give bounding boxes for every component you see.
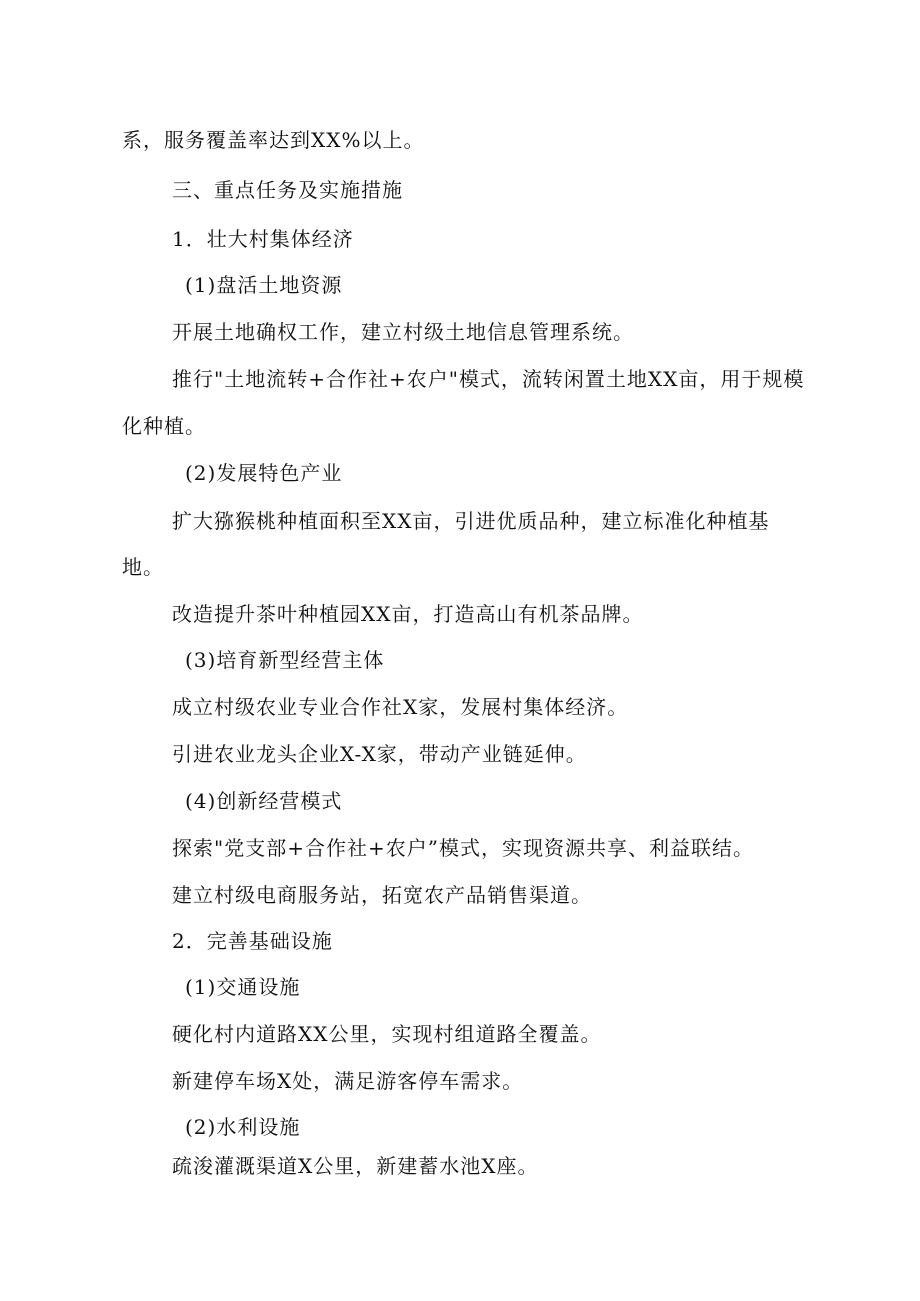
body-line-kiwi-planting: 扩大猕猴桃种植面积至XX亩，引进优质品种，建立标准化种植基 — [172, 509, 770, 533]
body-line-party-cooperative-model: 探索"党支部+合作社+农户”模式，实现资源共享、利益联结。 — [172, 836, 754, 860]
item-heading-land-resources: (1)盘活土地资源 — [185, 273, 343, 297]
body-line-cooperative: 成立村级农业专业合作社X家，发展村集体经济。 — [172, 695, 629, 719]
body-line-parking-lot: 新建停车场X处，满足游客停车需求。 — [172, 1069, 524, 1093]
body-line-land-transfer-continued: 化种植。 — [122, 414, 206, 438]
body-line-land-rights: 开展土地确权工作，建立村级土地信息管理系统。 — [172, 320, 634, 344]
section-heading-key-tasks: 三、重点任务及实施措施 — [172, 178, 403, 202]
body-line-tea-garden: 改造提升茶叶种植园XX亩，打造高山有机茶品牌。 — [172, 602, 644, 626]
body-line-irrigation-channel: 疏浚灌溉渠道X公里，新建蓄水池X座。 — [172, 1154, 539, 1178]
body-line-kiwi-planting-continued: 地。 — [122, 555, 164, 579]
body-line-ecommerce-station: 建立村级电商服务站，拓宽农产品销售渠道。 — [172, 883, 592, 907]
item-heading-water-conservancy: (2)水利设施 — [185, 1115, 301, 1139]
body-line-service-coverage: 系，服务覆盖率达到XX%以上。 — [122, 128, 425, 152]
subsection-heading-infrastructure: 2．完善基础设施 — [172, 929, 333, 953]
item-heading-business-entities: (3)培育新型经营主体 — [185, 648, 385, 672]
item-heading-business-model: (4)创新经营模式 — [185, 789, 343, 813]
body-line-leading-enterprise: 引进农业龙头企业X-X家，带动产业链延伸。 — [172, 742, 587, 766]
body-line-road-hardening: 硬化村内道路XX公里，实现村组道路全覆盖。 — [172, 1022, 602, 1046]
subsection-heading-collective-economy: 1．壮大村集体经济 — [172, 227, 354, 251]
item-heading-specialty-industry: (2)发展特色产业 — [185, 461, 343, 485]
body-line-land-transfer: 推行"土地流转+合作社+农户"模式，流转闲置土地XX亩，用于规模 — [172, 367, 805, 391]
item-heading-transport: (1)交通设施 — [185, 975, 301, 999]
